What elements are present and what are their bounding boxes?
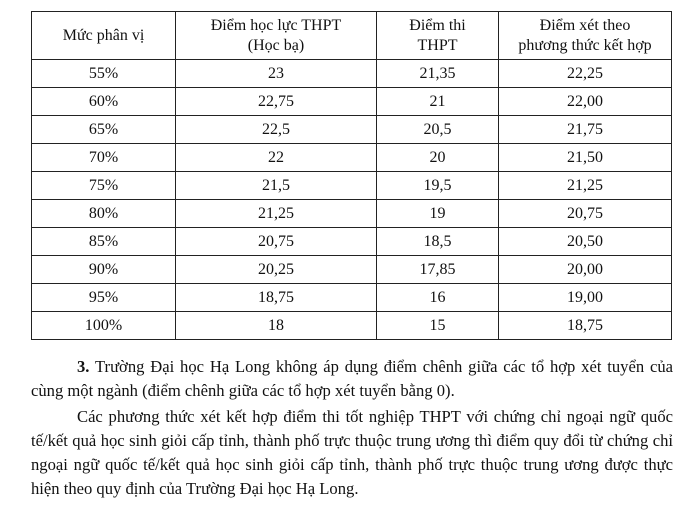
table-body [32,60,672,340]
cell-combined-score: 19,00 [499,284,672,312]
cell-percentile: 90% [32,256,176,284]
cell-exam-score: 21,35 [377,60,499,88]
header-combined-line1: Điểm xét theo [539,16,631,34]
cell-transcript-score: 18 [176,312,377,340]
cell-combined-score: 21,50 [499,144,672,172]
cell-percentile: 95% [32,284,176,312]
cell-transcript-score: 22,75 [176,88,377,116]
cell-exam-score: 19,5 [377,172,499,200]
table-row [32,144,672,172]
cell-combined-score: 22,00 [499,88,672,116]
table-row [32,200,672,228]
cell-transcript-score: 18,75 [176,284,377,312]
cell-percentile: 80% [32,200,176,228]
percentile-score-table [31,11,672,340]
cell-combined-score: 22,25 [499,60,672,88]
header-percentile-label: Mức phân vị [62,26,145,44]
header-combined-line2: phương thức kết hợp [518,36,652,54]
header-exam-score [377,12,499,60]
table-row [32,116,672,144]
paragraph-3 [31,355,673,403]
table-row [32,228,672,256]
cell-exam-score: 19 [377,200,499,228]
cell-exam-score: 15 [377,312,499,340]
cell-percentile: 60% [32,88,176,116]
header-transcript-score [176,12,377,60]
table-row [32,172,672,200]
header-transcript-line2: (Học bạ) [247,36,305,54]
paragraph-3-number: 3. [77,357,90,376]
cell-exam-score: 18,5 [377,228,499,256]
header-combined-score [499,12,672,60]
cell-exam-score: 16 [377,284,499,312]
table-row [32,284,672,312]
cell-exam-score: 20 [377,144,499,172]
cell-transcript-score: 22,5 [176,116,377,144]
cell-percentile: 85% [32,228,176,256]
cell-percentile: 75% [32,172,176,200]
cell-exam-score: 17,85 [377,256,499,284]
cell-transcript-score: 23 [176,60,377,88]
cell-transcript-score: 21,5 [176,172,377,200]
cell-combined-score: 20,00 [499,256,672,284]
cell-transcript-score: 22 [176,144,377,172]
header-exam-line2: THPT [417,36,458,54]
table-row [32,60,672,88]
paragraph-4 [31,405,673,501]
paragraph-3-text: Trường Đại học Hạ Long không áp dụng điểm chênh giữa các tổ hợp xét tuyển của cùng một ngành (điểm chênh giữa các tổ hợp xét tuyển bằng 0). [31,357,673,400]
table-row [32,312,672,340]
cell-exam-score: 20,5 [377,116,499,144]
table-row [32,88,672,116]
cell-percentile: 100% [32,312,176,340]
cell-transcript-score: 20,75 [176,228,377,256]
cell-transcript-score: 21,25 [176,200,377,228]
cell-combined-score: 18,75 [499,312,672,340]
header-transcript-line1: Điểm học lực THPT [210,16,342,34]
cell-exam-score: 21 [377,88,499,116]
table-row [32,256,672,284]
cell-percentile: 70% [32,144,176,172]
cell-combined-score: 21,25 [499,172,672,200]
table-header-row [32,12,672,60]
cell-combined-score: 20,75 [499,200,672,228]
cell-transcript-score: 20,25 [176,256,377,284]
cell-combined-score: 20,50 [499,228,672,256]
cell-combined-score: 21,75 [499,116,672,144]
cell-percentile: 65% [32,116,176,144]
cell-percentile: 55% [32,60,176,88]
paragraph-4-text: Các phương thức xét kết hợp điểm thi tốt nghiệp THPT với chứng chỉ ngoại ngữ quốc tế/kết quả học sinh giỏi cấp tỉnh, thành phố trực thuộc trung ương thì điểm quy đổi từ chứng chỉ ngoại ngữ quốc tế/kết quả học sinh giỏi cấp tỉnh, thành phố trực thuộc trung ương được thực hiện theo quy định của Trường Đại học Hạ Long. [31,407,673,498]
header-percentile [32,12,176,60]
header-exam-line1: Điểm thi [409,16,466,34]
